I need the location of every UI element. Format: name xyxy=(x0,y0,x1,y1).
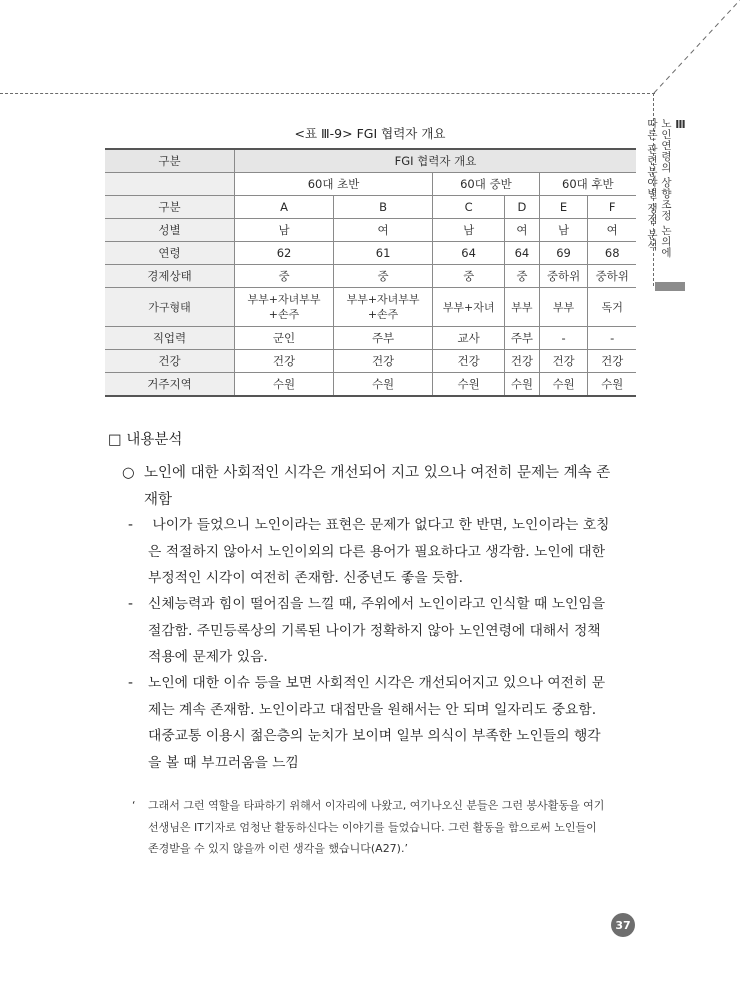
table-cell: 독거 xyxy=(588,288,636,327)
table-cell: 남 xyxy=(433,219,505,242)
table-row xyxy=(105,373,636,397)
table-row xyxy=(105,288,636,327)
chapter-title-line-2: 따른 관련분야별 쟁점 분석 xyxy=(646,118,658,251)
dash-item-first-line xyxy=(128,591,638,618)
table-cell: 건강 xyxy=(433,350,505,373)
table-cell: 부부 xyxy=(539,288,588,327)
dash-item xyxy=(128,591,638,671)
dash-item-line: 대중교통 이용시 젊은층의 눈치가 보이며 일부 의식이 부족한 노인들의 행각 xyxy=(148,728,601,744)
table-cell: E xyxy=(539,196,588,219)
table-cell: 남 xyxy=(235,219,334,242)
quote-line-1: 그래서 그런 역할을 타파하기 위해서 이자리에 나왔고, 여기나오신 분들은 그런 봉사활동을 여기 xyxy=(148,799,605,812)
table-cell: 수원 xyxy=(433,373,505,397)
table-group-cell: 60대 중반 xyxy=(433,173,540,196)
row-label-cell: 구분 xyxy=(105,196,235,219)
table-cell: - xyxy=(588,327,636,350)
table-cell: 68 xyxy=(588,242,636,265)
table-cell: 건강 xyxy=(539,350,588,373)
row-label-cell: 거주지역 xyxy=(105,373,235,397)
table-group-row xyxy=(105,173,636,196)
table-cell: 주부 xyxy=(505,327,540,350)
dash-item-line: 절감함. 주민등록상의 기록된 나이가 정확하지 않아 노인연령에 대해서 정책 xyxy=(148,622,601,639)
table-cell: 69 xyxy=(539,242,588,265)
table-cell: 61 xyxy=(334,242,433,265)
table-group-cell: 60대 후반 xyxy=(539,173,636,196)
table-row xyxy=(105,327,636,350)
dash-item-line: 제는 계속 존재함. 노인이라고 대접만을 원해서는 안 되며 일자리도 중요함. xyxy=(148,701,597,718)
chapter-side-bar xyxy=(655,282,685,291)
dash-item-line: 부정적인 시각이 여전히 존재함. 신중년도 좋을 듯함. xyxy=(148,570,463,586)
dash-item xyxy=(128,670,638,776)
bullet-line-2: 재함 xyxy=(144,492,173,508)
table-cell: 수원 xyxy=(235,373,334,397)
dash-item-line: 을 볼 때 부끄러움을 느낌 xyxy=(148,754,299,771)
quote-line-3: 존경받을 수 있지 않을까 이런 생각을 했습니다(A27).’ xyxy=(148,842,408,855)
row-label-cell: 연령 xyxy=(105,242,235,265)
table-cell: 건강 xyxy=(235,350,334,373)
table-group-cell: 60대 초반 xyxy=(235,173,433,196)
summary-bullet xyxy=(122,460,637,514)
table-header-row xyxy=(105,149,636,173)
table-main-header: FGI 협력자 개요 xyxy=(235,149,637,173)
chapter-title-line-1: 노인연령의 상향조정 논의에 xyxy=(660,118,672,258)
table-cell: 군인 xyxy=(235,327,334,350)
table-cell: A xyxy=(235,196,334,219)
table-cell: 중 xyxy=(334,265,433,288)
row-label-cell: 가구형태 xyxy=(105,288,235,327)
circle-bullet-marker: ○ xyxy=(122,465,135,481)
dash-marker: - xyxy=(128,596,133,612)
dash-item xyxy=(128,512,638,592)
dash-item-first-line xyxy=(128,670,638,697)
interview-quote xyxy=(132,795,637,860)
table-row xyxy=(105,219,636,242)
table-cell: 부부+자녀 xyxy=(433,288,505,327)
table-cell: 건강 xyxy=(588,350,636,373)
table-row xyxy=(105,242,636,265)
section-heading xyxy=(108,428,182,449)
table-cell: 여 xyxy=(505,219,540,242)
table-cell: 수원 xyxy=(539,373,588,397)
table-cell: 중 xyxy=(505,265,540,288)
table-cell: F xyxy=(588,196,636,219)
table-cell: 건강 xyxy=(505,350,540,373)
table-cell: 수원 xyxy=(505,373,540,397)
dash-item-line: 적용에 문제가 있음. xyxy=(148,649,268,665)
table-cell: 부부+자녀부부 +손주 xyxy=(334,288,433,327)
quote-line-2: 선생님은 IT기자로 엄청난 활동하신다는 이야기를 들었습니다. 그런 활동을 함으로써 노인들이 xyxy=(148,820,597,834)
table-cell: D xyxy=(505,196,540,219)
table-cell: 건강 xyxy=(334,350,433,373)
row-label-cell: 직업력 xyxy=(105,327,235,350)
table-cell: 부부 xyxy=(505,288,540,327)
table-corner-cell: 구분 xyxy=(105,149,235,173)
fgi-participant-table xyxy=(105,148,636,397)
table-cell: 여 xyxy=(334,219,433,242)
chapter-side-header xyxy=(646,118,687,278)
table-cell: C xyxy=(433,196,505,219)
table-cell: 64 xyxy=(505,242,540,265)
table-cell: 64 xyxy=(433,242,505,265)
dash-item-line: 노인에 대한 이슈 등을 보면 사회적인 시각은 개선되어지고 있으나 여전히 문 xyxy=(148,675,606,691)
row-label-cell: 경제상태 xyxy=(105,265,235,288)
table-caption: <표 Ⅲ-9> FGI 협력자 개요 xyxy=(294,126,446,141)
dash-marker: - xyxy=(128,517,133,533)
table-body xyxy=(105,196,636,397)
bullet-line-1: 노인에 대한 사회적인 시각은 개선되어 지고 있으나 여전히 문제는 계속 존 xyxy=(144,465,611,481)
table-group-blank xyxy=(105,173,235,196)
table-cell: 중 xyxy=(433,265,505,288)
dash-item-line: 은 적절하지 않아서 노인이외의 다른 용어가 필요하다고 생각함. 노인에 대한 xyxy=(148,543,606,560)
page-number: 37 xyxy=(611,913,635,937)
row-label-cell: 성별 xyxy=(105,219,235,242)
dash-item-line: 신체능력과 힘이 떨어짐을 느낄 때, 주위에서 노인이라고 인식할 때 노인임을 xyxy=(148,596,606,612)
section-square-marker: □ xyxy=(108,432,122,448)
table-cell: 수원 xyxy=(588,373,636,397)
dash-marker: - xyxy=(128,675,133,691)
table-row xyxy=(105,350,636,373)
table-cell: 수원 xyxy=(334,373,433,397)
table-cell: B xyxy=(334,196,433,219)
table-cell: 중 xyxy=(235,265,334,288)
table-cell: 중하위 xyxy=(588,265,636,288)
dash-item-first-line xyxy=(128,512,638,539)
quote-mark: ‘ xyxy=(132,799,136,812)
table-row xyxy=(105,196,636,219)
table-cell: 주부 xyxy=(334,327,433,350)
chapter-roman-numeral: Ⅲ xyxy=(674,118,687,132)
table-cell: 중하위 xyxy=(539,265,588,288)
dash-item-line: 나이가 들었으니 노인이라는 표현은 문제가 없다고 한 반면, 노인이라는 호칭 xyxy=(148,517,610,533)
table-cell: 여 xyxy=(588,219,636,242)
table-cell: 부부+자녀부부 +손주 xyxy=(235,288,334,327)
table-cell: 남 xyxy=(539,219,588,242)
table-cell: - xyxy=(539,327,588,350)
section-title: 내용분석 xyxy=(126,432,183,448)
table-cell: 교사 xyxy=(433,327,505,350)
table-row xyxy=(105,265,636,288)
table-cell: 62 xyxy=(235,242,334,265)
header-dashed-rule xyxy=(0,93,655,94)
header-diagonal-rule xyxy=(640,0,740,110)
row-label-cell: 건강 xyxy=(105,350,235,373)
